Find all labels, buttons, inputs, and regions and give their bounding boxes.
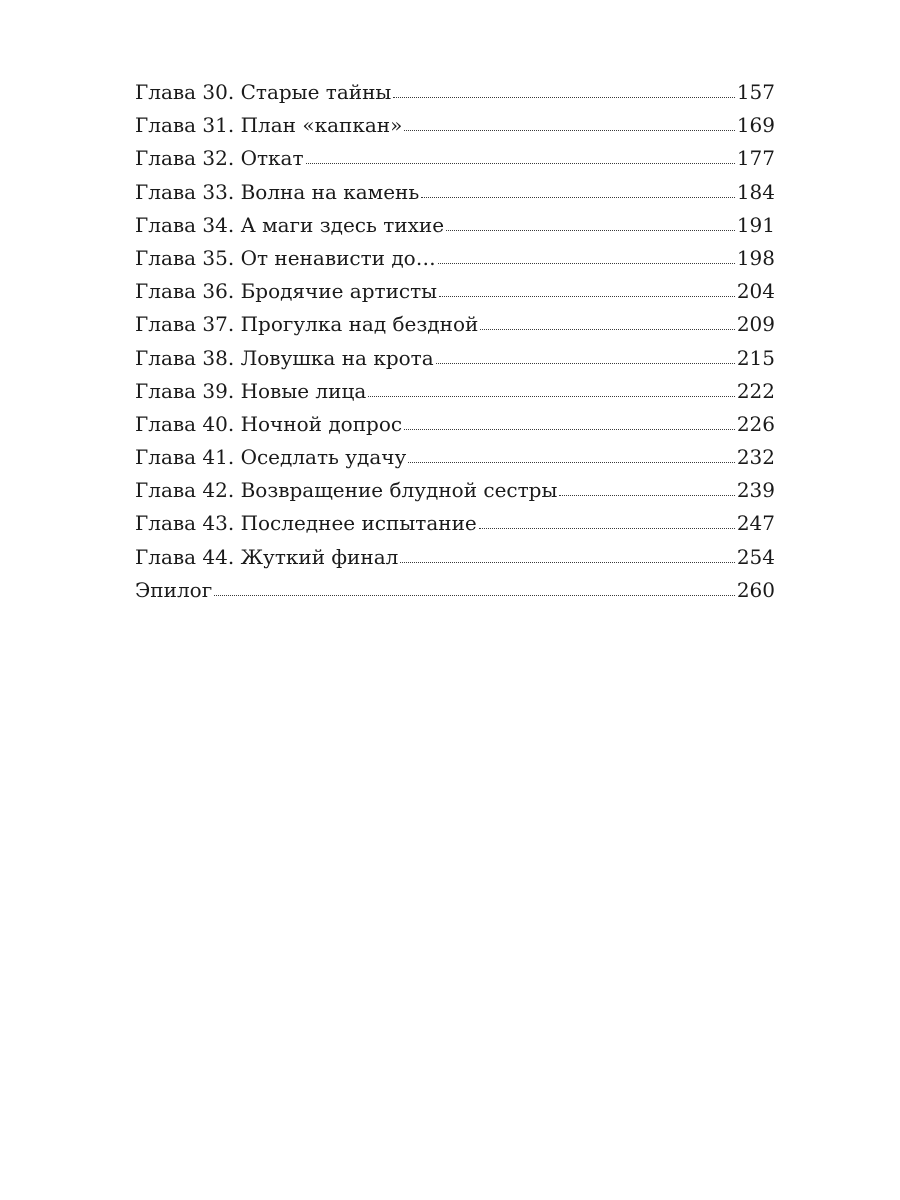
- dot-leader: [214, 595, 735, 596]
- toc-entry: [135, 474, 775, 507]
- toc-entry-page: 204: [736, 279, 775, 304]
- dot-leader: [404, 130, 734, 131]
- toc-entry-title: Глава 40. Ночной допрос: [135, 411, 403, 436]
- toc-entry-title: Глава 34. А маги здесь тихие: [135, 212, 445, 237]
- toc-entry-title: Глава 42. Возвращение блудной сестры: [135, 478, 558, 503]
- toc-entry: [135, 209, 775, 242]
- toc-entry: [135, 142, 775, 175]
- toc-entry-page: 260: [736, 577, 775, 602]
- toc-entry-title: Глава 32. Откат: [135, 146, 304, 171]
- dot-leader: [421, 197, 735, 198]
- dot-leader: [368, 396, 735, 397]
- toc-entry-page: 254: [736, 544, 775, 569]
- toc-entry: [135, 342, 775, 375]
- toc-entry-page: 191: [736, 212, 775, 237]
- toc-entry-page: 226: [736, 411, 775, 436]
- toc-entry-title: Эпилог: [135, 577, 213, 602]
- toc-entry-page: 222: [736, 378, 775, 403]
- toc-entry: [135, 408, 775, 441]
- toc-entry: [135, 275, 775, 308]
- toc-entry-title: Глава 35. От ненависти до…: [135, 245, 436, 270]
- toc-entry-title: Глава 39. Новые лица: [135, 378, 367, 403]
- toc-entry: [135, 441, 775, 474]
- toc-entry: [135, 76, 775, 109]
- table-of-contents: [135, 76, 775, 607]
- dot-leader: [438, 263, 735, 264]
- dot-leader: [306, 163, 735, 164]
- toc-entry-page: 184: [736, 179, 775, 204]
- toc-entry: [135, 242, 775, 275]
- dot-leader: [400, 562, 734, 563]
- toc-entry: [135, 574, 775, 607]
- toc-entry-title: Глава 38. Ловушка на крота: [135, 345, 434, 370]
- toc-entry: [135, 176, 775, 209]
- toc-entry-title: Глава 44. Жуткий финал: [135, 544, 399, 569]
- toc-entry-title: Глава 30. Старые тайны: [135, 80, 392, 104]
- dot-leader: [480, 329, 734, 330]
- dot-leader: [559, 495, 734, 496]
- toc-entry-page: 157: [736, 80, 775, 104]
- toc-entry-page: 177: [736, 146, 775, 171]
- toc-entry-title: Глава 43. Последнее испытание: [135, 511, 477, 536]
- toc-entry-title: Глава 31. План «капкан»: [135, 113, 403, 138]
- toc-entry: [135, 375, 775, 408]
- toc-entry-title: Глава 37. Прогулка над бездной: [135, 312, 479, 337]
- toc-entry-title: Глава 41. Оседлать удачу: [135, 445, 407, 470]
- toc-entry-title: Глава 36. Бродячие артисты: [135, 279, 438, 304]
- toc-entry: [135, 507, 775, 540]
- dot-leader: [404, 429, 735, 430]
- toc-entry-page: 169: [736, 113, 775, 138]
- toc-entry-page: 209: [736, 312, 775, 337]
- toc-entry: [135, 308, 775, 341]
- dot-leader: [393, 97, 734, 98]
- toc-entry-page: 239: [736, 478, 775, 503]
- toc-entry-page: 232: [736, 445, 775, 470]
- toc-entry-page: 198: [736, 245, 775, 270]
- dot-leader: [408, 462, 735, 463]
- dot-leader: [436, 363, 735, 364]
- toc-entry: [135, 109, 775, 142]
- toc-entry-page: 215: [736, 345, 775, 370]
- toc-entry-page: 247: [736, 511, 775, 536]
- dot-leader: [479, 528, 735, 529]
- dot-leader: [439, 296, 735, 297]
- toc-entry: [135, 541, 775, 574]
- toc-entry-title: Глава 33. Волна на камень: [135, 179, 420, 204]
- dot-leader: [446, 230, 735, 231]
